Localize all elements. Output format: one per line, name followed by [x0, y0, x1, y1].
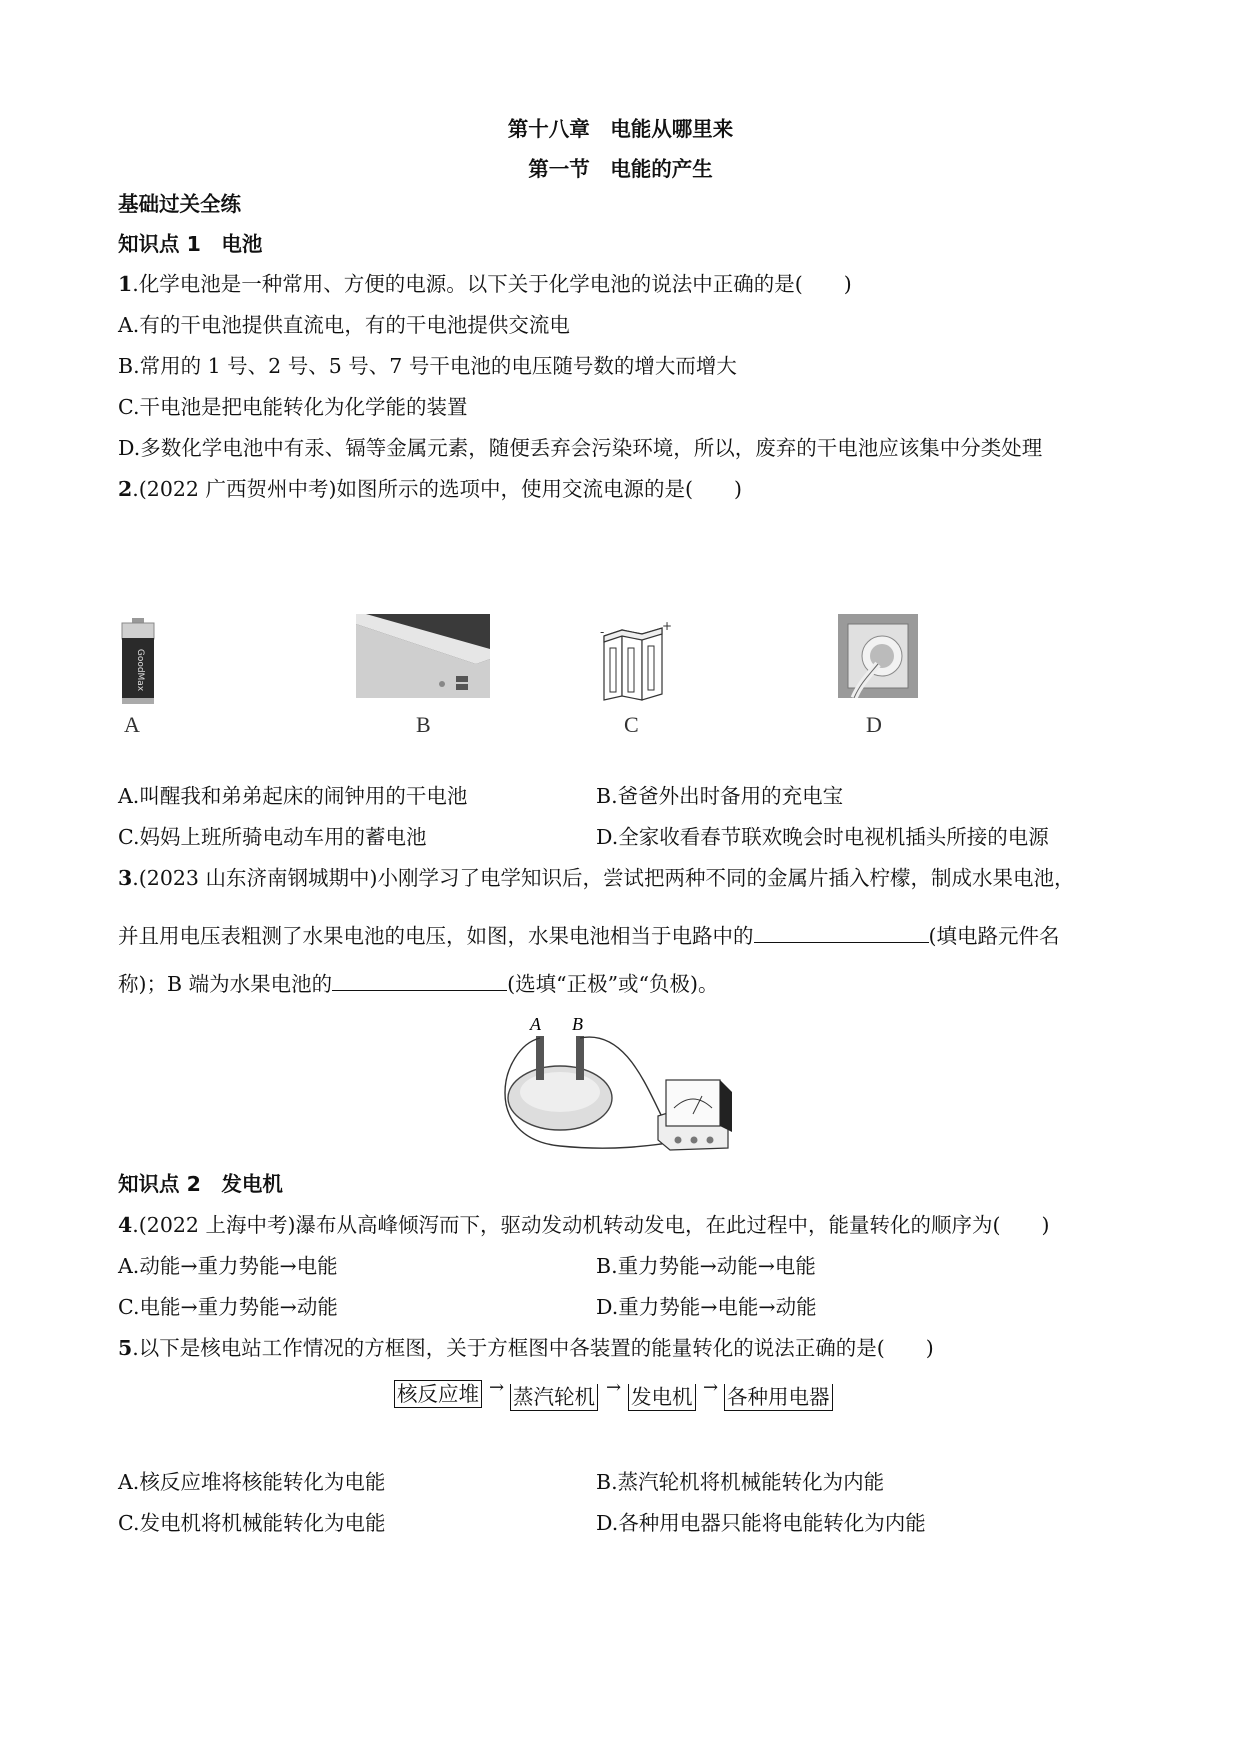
power-bank-image [356, 614, 490, 698]
question-5-option-a: A.核反应堆将核能转化为电能 [118, 1470, 386, 1494]
part-heading: 基础过关全练 [118, 192, 241, 216]
question-2-option-a: A.叫醒我和弟弟起床的闹钟用的干电池 [118, 784, 468, 808]
question-3-stem-line-3 [118, 970, 719, 998]
question-3-text-2: 并且用电压表粗测了水果电池的电压，如图，水果电池相当于电路中的 [118, 924, 754, 948]
lemon-battery-diagram [490, 1008, 760, 1158]
knowledge-point-1: 知识点 1 电池 [118, 232, 263, 256]
svg-text:+: + [662, 619, 673, 633]
question-3-text-3: (填电路元件名 [928, 924, 1060, 948]
question-2-number: 2 [118, 477, 133, 501]
image-label-b: B [416, 712, 431, 737]
question-3-text-5: (选填“正极”或“负极)。 [507, 972, 719, 996]
section-title: 第一节 电能的产生 [528, 157, 713, 181]
question-1-option-a: A.有的干电池提供直流电，有的干电池提供交流电 [118, 313, 570, 337]
question-3-number: 3 [118, 866, 133, 890]
question-5-text: .以下是核电站工作情况的方框图，关于方框图中各装置的能量转化的说法正确的是( ) [132, 1336, 934, 1360]
flow-box-generator: 发电机 [628, 1384, 696, 1411]
question-2-text: .(2022 广西贺州中考)如图所示的选项中，使用交流电源的是( ) [132, 477, 742, 501]
knowledge-point-2: 知识点 2 发电机 [118, 1172, 283, 1196]
question-1-option-b: B.常用的 1 号、2 号、5 号、7 号干电池的电压随号数的增大而增大 [118, 354, 737, 378]
svg-text:GoodMax: GoodMax [135, 648, 145, 692]
question-1-option-d: D.多数化学电池中有汞、镉等金属元素，随便丢弃会污染环境，所以，废弃的干电池应该集中分类处理 [118, 436, 1043, 460]
question-4-option-d: D.重力势能→电能→动能 [596, 1295, 817, 1319]
image-label-d: D [866, 712, 882, 737]
question-2-option-b: B.爸爸外出时备用的充电宝 [596, 784, 844, 808]
chapter-title: 第十八章 电能从哪里来 [507, 117, 734, 141]
image-label-a: A [124, 712, 140, 737]
question-5-option-d: D.各种用电器只能将电能转化为内能 [596, 1511, 926, 1535]
question-4-option-a: A.动能→重力势能→电能 [118, 1254, 338, 1278]
question-2-stem [118, 475, 742, 503]
question-2-option-d: D.全家收看春节联欢晚会时电视机插头所接的电源 [596, 825, 1049, 849]
question-3-text-1: .(2023 山东济南钢城期中)小刚学习了电学知识后，尝试把两种不同的金属片插入柠檬，制成水果电池， [132, 866, 1075, 890]
question-1-option-c: C.干电池是把电能转化为化学能的装置 [118, 395, 468, 419]
svg-text:-: - [600, 625, 605, 639]
question-1-stem [118, 270, 852, 298]
question-4-stem [118, 1211, 1049, 1239]
question-3-stem-line-1 [118, 864, 1074, 892]
question-4-option-c: C.电能→重力势能→动能 [118, 1295, 338, 1319]
electrode-a-label: A [530, 1014, 541, 1034]
question-5-stem [118, 1334, 934, 1362]
flow-box-turbine: 蒸汽轮机 [510, 1384, 598, 1411]
question-5-option-c: C.发电机将机械能转化为电能 [118, 1511, 386, 1535]
wall-socket-image [838, 614, 918, 698]
question-5-option-b: B.蒸汽轮机将机械能转化为内能 [596, 1470, 885, 1494]
image-label-c: C [624, 712, 639, 737]
flow-box-reactor: 核反应堆 [394, 1380, 482, 1408]
question-4-text: .(2022 上海中考)瀑布从高峰倾泻而下，驱动发动机转动发电，在此过程中，能量转化的顺序为( ) [132, 1213, 1050, 1237]
flow-box-appliances: 各种用电器 [724, 1384, 833, 1411]
question-2-option-c: C.妈妈上班所骑电动车用的蓄电池 [118, 825, 427, 849]
question-3-text-4: 称)；B 端为水果电池的 [118, 972, 333, 996]
flow-arrow-1: → [489, 1377, 505, 1398]
electrode-b-label: B [572, 1014, 583, 1034]
answer-blank-1[interactable] [754, 922, 929, 943]
question-4-number: 4 [118, 1213, 133, 1237]
answer-blank-2[interactable] [332, 970, 507, 991]
question-1-text: .化学电池是一种常用、方便的电源。以下关于化学电池的说法中正确的是( ) [132, 272, 852, 296]
battery-image [118, 618, 158, 706]
question-4-option-b: B.重力势能→动能→电能 [596, 1254, 816, 1278]
flow-arrow-3: → [703, 1377, 719, 1398]
question-1-number: 1 [118, 272, 133, 296]
question-3-stem-line-2 [118, 922, 1060, 950]
storage-battery-image [596, 618, 674, 702]
flow-arrow-2: → [606, 1377, 622, 1398]
question-5-number: 5 [118, 1336, 133, 1360]
